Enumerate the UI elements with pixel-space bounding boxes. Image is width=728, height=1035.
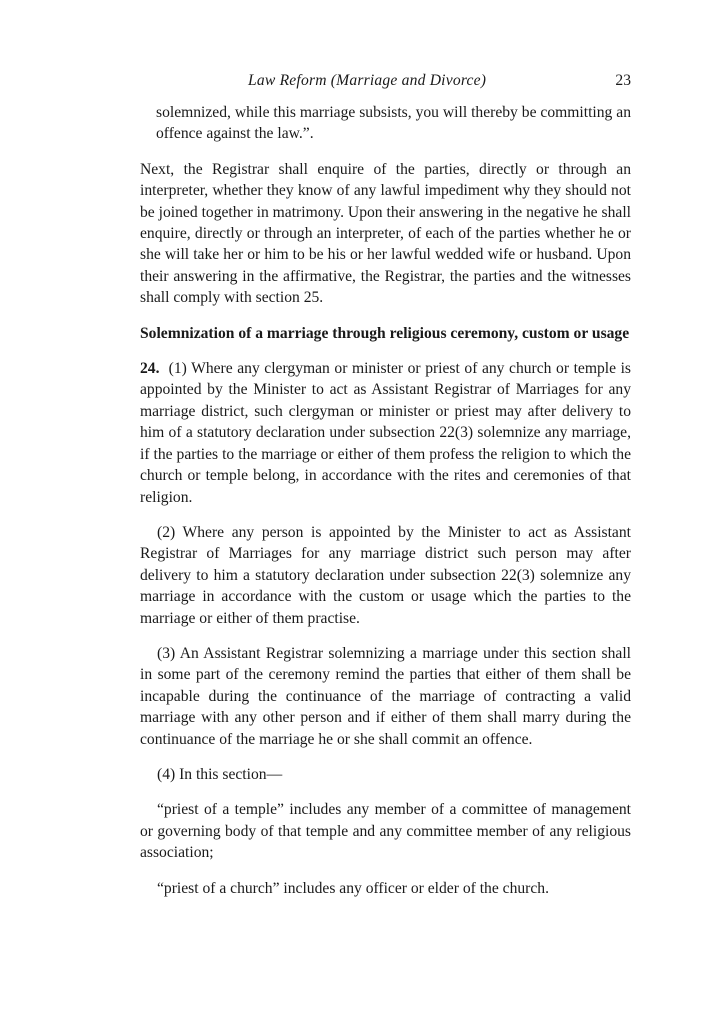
quote-continuation: solemnized, while this marriage subsists, you will thereby be committing an offence against the law.”.: [156, 104, 631, 143]
page-number: 23: [615, 72, 631, 89]
subsection-2: (2) Where any person is appointed by the Minister to act as Assistant Registrar of Marriages for any marriage district such person may after delivery to him a statutory declaration under subsection 22(3) solemnize any marriage in accordance with the custom or usage which the parties to the marriage or either of them practise.: [140, 523, 631, 627]
subsection-4: (4) In this section—: [157, 765, 283, 783]
running-header-title: Law Reform (Marriage and Divorce): [248, 72, 487, 89]
registrar-paragraph: Next, the Registrar shall enquire of the parties, directly or through an interpreter, whether they know of any lawful impediment why they should not be joined together in matrimony. Upon their answering in the negative he shall enquire, directly or through an interpreter, of each of the parties whether he or she will take her or him to be his or her lawful wedded wife or husband. Upon their answering in the affirmative, the Registrar, the parties and the witnesses shall comply with section 25.: [140, 160, 631, 307]
definition-church: “priest of a church” includes any officer or elder of the church.: [157, 879, 549, 897]
subsection-1-text: (1) Where any clergyman or minister or priest of any church or temple is appointed by the Minister to act as Assistant Registrar of Marriages for any marriage district, such clergyman or minister or priest may after delivery to him of a statutory declaration under subsection 22(3) solemnize any marriage, if the parties to the marriage or either of them profess the religion to which the church or temple belong, in accordance with the rites and ceremonies of that religion.: [140, 360, 631, 506]
definition-temple: “priest of a temple” includes any member of a committee of management or governing body of that temple and any committee member of any religious association;: [140, 801, 631, 862]
section-heading: Solemnization of a marriage through religious ceremony, custom or usage: [140, 324, 630, 342]
document-page: [140, 70, 631, 913]
subsection-1: [140, 358, 631, 508]
subsection-3: (3) An Assistant Registrar solemnizing a marriage under this section shall in some part of the ceremony remind the parties that either of them shall be incapable during the continuance of the marriage of contracting a valid marriage with any other person and if either of them shall marry during the continuance of the marriage he or she shall commit an offence.: [140, 644, 631, 748]
running-header: [140, 70, 631, 92]
section-number: 24.: [140, 360, 160, 378]
